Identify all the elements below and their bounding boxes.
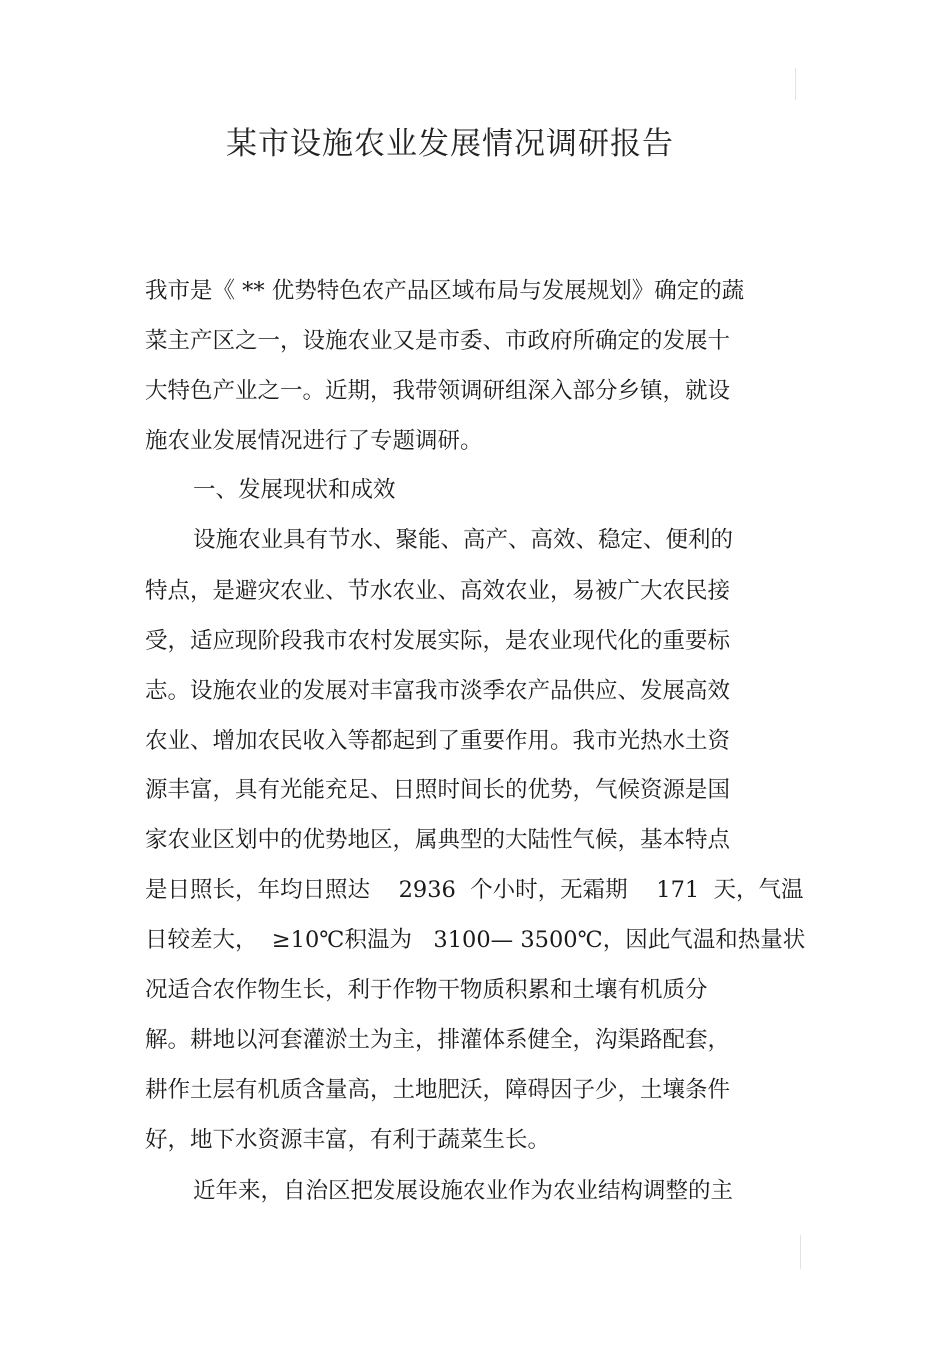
paragraph-line: 况适合农作物生长，利于作物干物质积累和土壤有机质分 [145,977,708,1003]
margin-mark-top [795,68,796,100]
paragraph-line: 大特色产业之一。近期，我带领调研组深入部分乡镇，就设 [145,378,731,404]
paragraph-line: 菜主产区之一，设施农业又是市委、市政府所确定的发展十 [145,328,731,354]
paragraph-line: 日较差大， ≥10℃积温为 3100— 3500℃，因此气温和热量状 [145,927,806,953]
paragraph-line: 近年来，自治区把发展设施农业作为农业结构调整的主 [193,1178,734,1204]
paragraph-line: 是日照长，年均日照达 2936 个小时，无霜期 171 天，气温 [145,877,804,903]
paragraph-line: 施农业发展情况进行了专题调研。 [145,428,483,454]
margin-mark-bottom [800,1235,801,1269]
paragraph-line: 我市是《 ** 优势特色农产品区域布局与发展规划》确定的蔬 [145,278,745,304]
paragraph-line: 特点，是避灾农业、节水农业、高效农业，易被广大农民接 [145,578,731,604]
document-title: 某市设施农业发展情况调研报告 [226,126,674,162]
paragraph-line: 家农业区划中的优势地区，属典型的大陆性气候，基本特点 [145,827,731,853]
paragraph-line: 志。设施农业的发展对丰富我市淡季农产品供应、发展高效 [145,678,731,704]
paragraph-line: 耕作土层有机质含量高，土地肥沃，障碍因子少，土壤条件 [145,1077,731,1103]
paragraph-line: 农业、增加农民收入等都起到了重要作用。我市光热水土资 [145,728,731,754]
paragraph-line: 源丰富，具有光能充足、日照时间长的优势，气候资源是国 [145,777,731,803]
paragraph-line: 受，适应现阶段我市农村发展实际，是农业现代化的重要标 [145,628,731,654]
paragraph-line: 好，地下水资源丰富，有利于蔬菜生长。 [145,1127,551,1153]
section-heading: 一、发展现状和成效 [193,477,396,503]
paragraph-line: 解。耕地以河套灌淤土为主，排灌体系健全，沟渠路配套， [145,1027,731,1053]
paragraph-line: 设施农业具有节水、聚能、高产、高效、稳定、便利的 [193,527,734,553]
